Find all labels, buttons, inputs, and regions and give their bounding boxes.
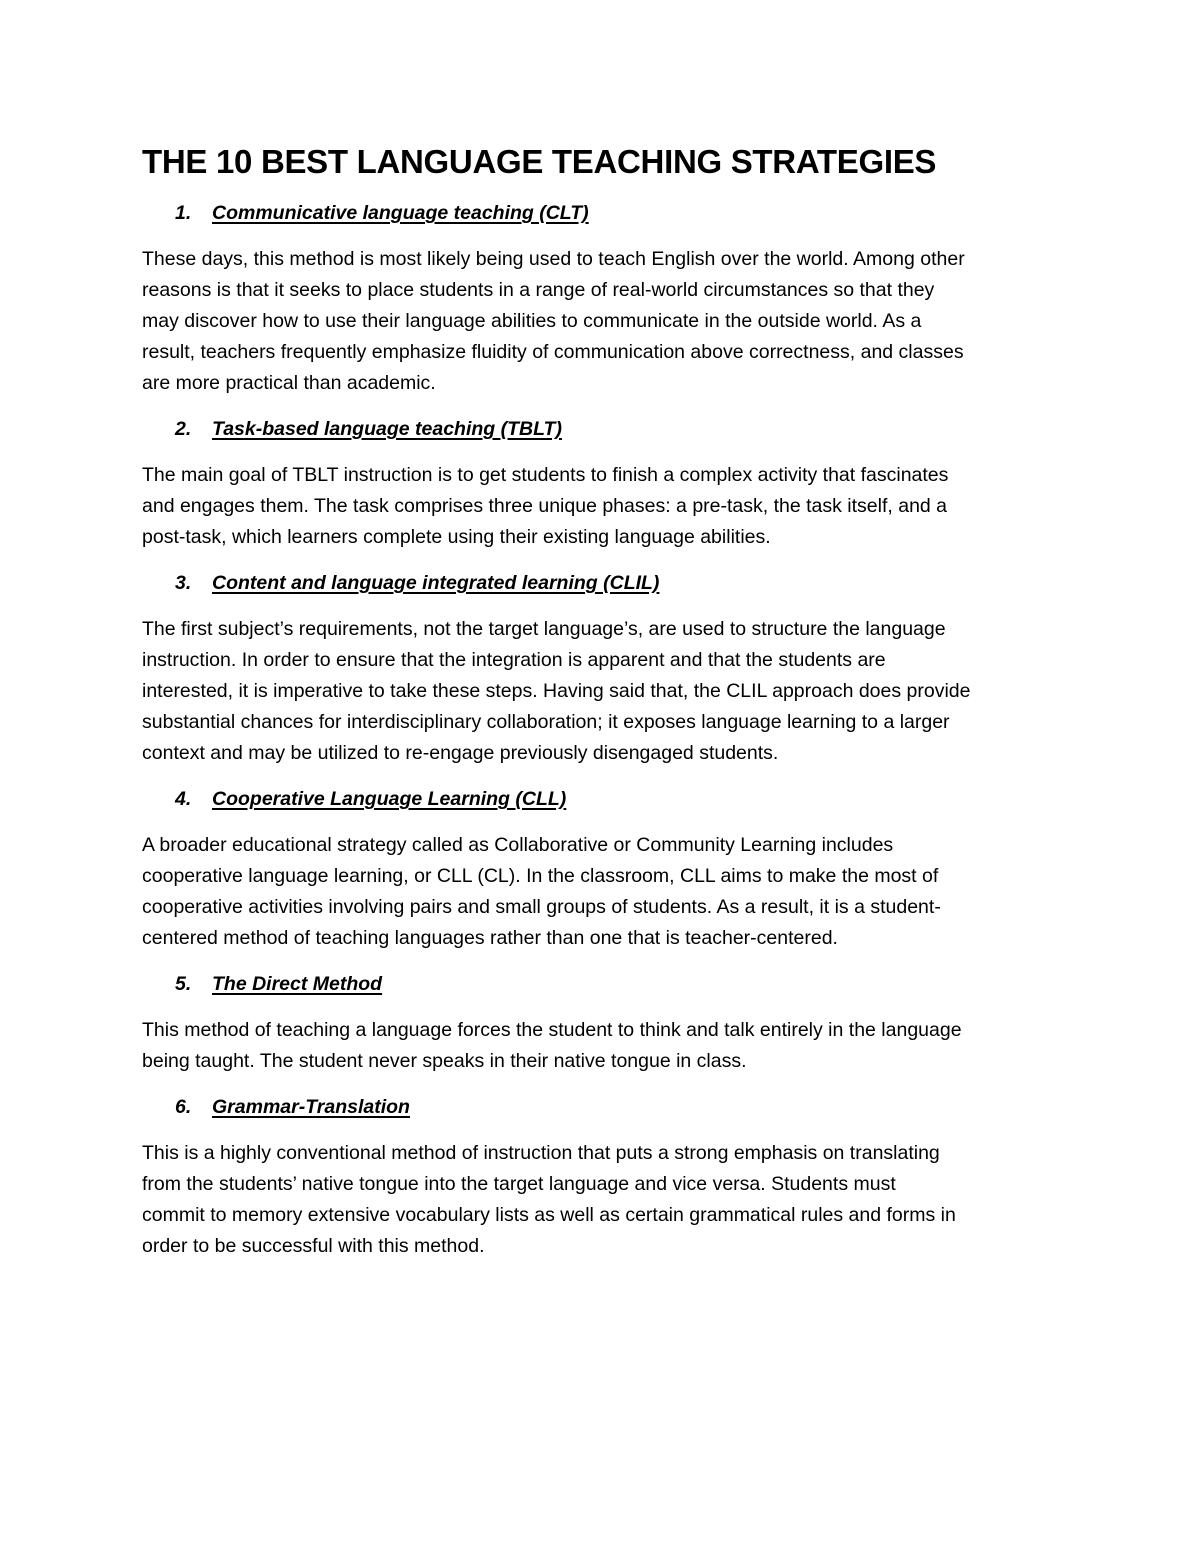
paragraph-line: substantial chances for interdisciplinary collaboration; it exposes language learning to a larger	[142, 711, 950, 733]
section-paragraph-clt	[142, 244, 1062, 399]
section-number: 5.	[175, 973, 192, 995]
paragraph-line: The first subject’s requirements, not the target language’s, are used to structure the language	[142, 618, 946, 640]
section-heading-cll	[142, 784, 1062, 815]
paragraph-line: from the students’ native tongue into the target language and vice versa. Students must	[142, 1173, 896, 1195]
section-paragraph-cll	[142, 830, 1062, 954]
paragraph-line: reasons is that it seeks to place students in a range of real-world circumstances so that they	[142, 279, 935, 301]
paragraph-line: interested, it is imperative to take these steps. Having said that, the CLIL approach does provide	[142, 680, 971, 702]
section-title: Cooperative Language Learning (CLL)	[212, 788, 567, 810]
section-heading-clt	[142, 198, 1062, 229]
paragraph-line: commit to memory extensive vocabulary lists as well as certain grammatical rules and forms in	[142, 1204, 956, 1226]
paragraph-line: cooperative language learning, or CLL (CL). In the classroom, CLL aims to make the most of	[142, 865, 939, 887]
document-title: THE 10 BEST LANGUAGE TEACHING STRATEGIES	[142, 143, 937, 180]
section-number: 4.	[175, 788, 192, 810]
paragraph-line: are more practical than academic.	[142, 372, 436, 394]
section-heading-direct-method	[142, 969, 1062, 1000]
paragraph-line: being taught. The student never speaks in their native tongue in class.	[142, 1050, 747, 1072]
section-title: Communicative language teaching (CLT)	[212, 202, 589, 224]
paragraph-line: A broader educational strategy called as Collaborative or Community Learning includes	[142, 834, 894, 856]
paragraph-line: result, teachers frequently emphasize fluidity of communication above correctness, and classes	[142, 341, 964, 363]
paragraph-line: This is a highly conventional method of instruction that puts a strong emphasis on translating	[142, 1142, 940, 1164]
section-title: Content and language integrated learning (CLIL)	[212, 572, 660, 594]
paragraph-line: may discover how to use their language abilities to communicate in the outside world. As a	[142, 310, 922, 332]
section-number: 1.	[175, 202, 192, 224]
section-number: 6.	[175, 1096, 192, 1118]
section-heading-tblt	[142, 414, 1062, 445]
paragraph-line: order to be successful with this method.	[142, 1235, 485, 1257]
section-heading-grammar-translation	[142, 1092, 1062, 1123]
section-heading-clil	[142, 568, 1062, 599]
paragraph-line: The main goal of TBLT instruction is to get students to finish a complex activity that fascinates	[142, 464, 949, 486]
paragraph-line: instruction. In order to ensure that the integration is apparent and that the students are	[142, 649, 886, 671]
paragraph-line: centered method of teaching languages rather than one that is teacher-centered.	[142, 927, 838, 949]
paragraph-line: context and may be utilized to re-engage previously disengaged students.	[142, 742, 779, 764]
section-paragraph-direct-method	[142, 1015, 1062, 1077]
paragraph-line: cooperative activities involving pairs and small groups of students. As a result, it is a student-	[142, 896, 941, 918]
section-number: 3.	[175, 572, 192, 594]
document-body	[142, 140, 1062, 1277]
section-title: Task-based language teaching (TBLT)	[212, 418, 562, 440]
section-title: The Direct Method	[212, 973, 383, 995]
paragraph-line: This method of teaching a language forces the student to think and talk entirely in the language	[142, 1019, 962, 1041]
paragraph-line: and engages them. The task comprises three unique phases: a pre-task, the task itself, and a	[142, 495, 948, 517]
section-paragraph-clil	[142, 614, 1062, 769]
paragraph-line: These days, this method is most likely being used to teach English over the world. Among other	[142, 248, 965, 270]
section-number: 2.	[175, 418, 192, 440]
section-paragraph-grammar-translation	[142, 1138, 1062, 1262]
section-title: Grammar-Translation	[212, 1096, 410, 1118]
section-paragraph-tblt	[142, 460, 1062, 553]
paragraph-line: post-task, which learners complete using their existing language abilities.	[142, 526, 771, 548]
